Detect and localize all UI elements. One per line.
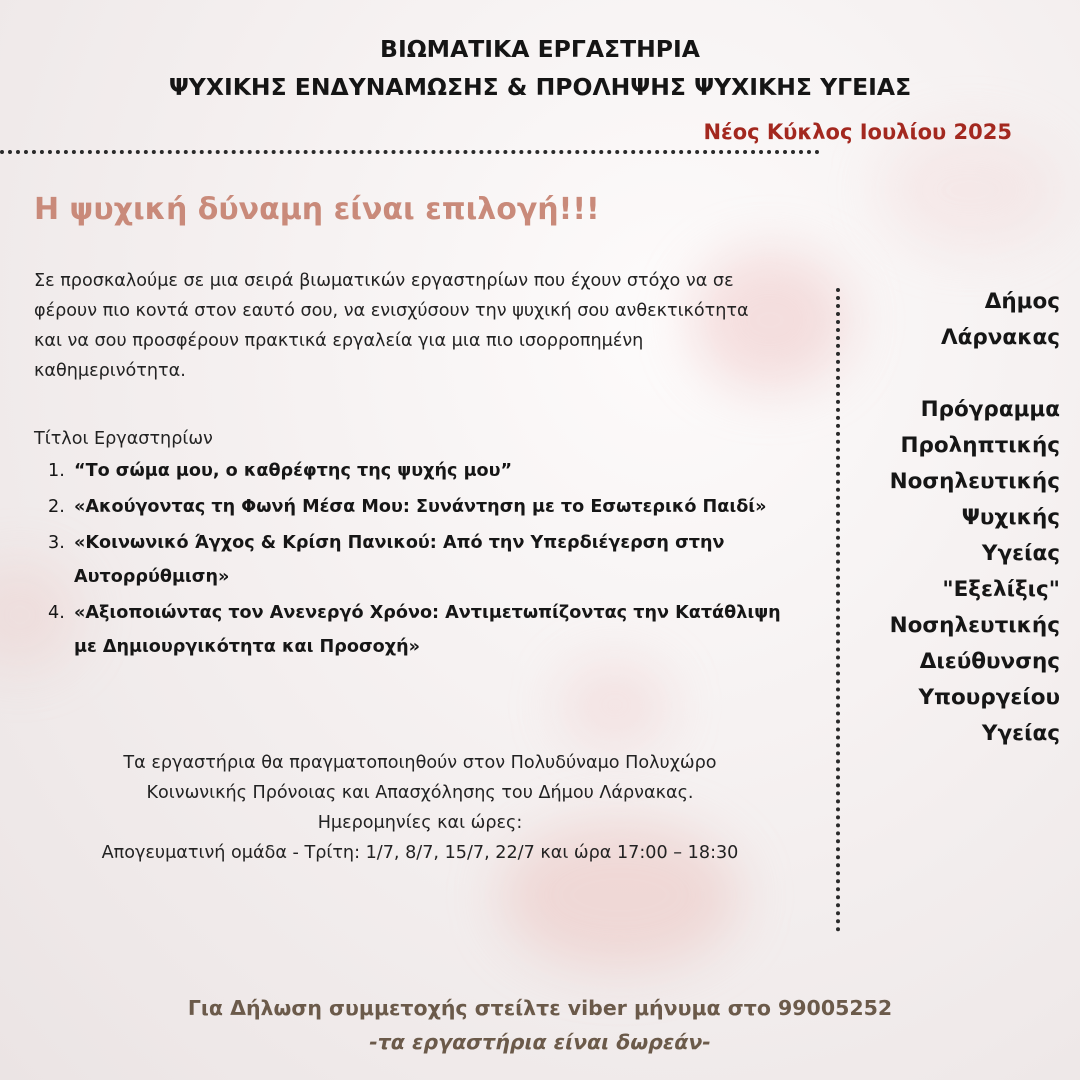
organizer-line: Υγείας <box>981 541 1060 566</box>
workshop-number: 1. <box>48 461 65 481</box>
spacer <box>845 356 1060 392</box>
workshops-list-title: Τίτλοι Εργαστηρίων <box>34 429 213 449</box>
workshop-item <box>48 596 788 664</box>
organizer-line: "Εξελίξις" <box>942 577 1060 602</box>
schedule-heading: Ημερομηνίες και ώρες: <box>317 813 523 833</box>
workshop-title: “Το σώμα μου, ο καθρέφτης της ψυχής μου” <box>74 461 513 481</box>
organizer-line: Ψυχικής <box>961 505 1060 530</box>
organizer-line: Νοσηλευτικής <box>889 469 1060 494</box>
headline: Η ψυχική δύναμη είναι επιλογή!!! <box>34 192 600 227</box>
footer <box>0 990 1080 1058</box>
blossom-decoration <box>560 660 670 750</box>
organizers-sidebar <box>845 284 1060 752</box>
registration-contact: Για Δήλωση συμμετοχής στείλτε viber μήνυμα στο 99005252 <box>187 996 893 1020</box>
workshop-title: «Κοινωνικό Άγχος & Κρίση Πανικού: Από την Υπερδιέγερση στην Αυτορρύθμιση» <box>74 533 725 587</box>
header-title-line2: ΨΥΧΙΚΗΣ ΕΝΔΥΝΑΜΩΣΗΣ & ΠΡΟΛΗΨΗΣ ΨΥΧΙΚΗΣ ΥΓΕΙΑΣ <box>168 73 912 101</box>
venue-info <box>20 748 820 868</box>
blossom-decoration <box>880 130 1060 250</box>
intro-paragraph: Σε προσκαλούμε σε μια σειρά βιωματικών εργαστηρίων που έχουν στόχο να σε φέρουν πιο κοντά στον εαυτό σου, να ενισχύσουν την ψυχική σου ανθεκτικότητα και να σου προσφέρουν πρακτικά εργαλεία για μια πιο ισορροπημένη καθημερινότητα. <box>34 271 749 381</box>
organizer-line: Υπουργείου <box>918 685 1060 710</box>
organizer-line: Διεύθυνσης <box>919 649 1060 674</box>
workshop-item <box>48 490 788 524</box>
workshop-title: «Αξιοποιώντας τον Ανενεργό Χρόνο: Αντιμετωπίζοντας την Κατάθλιψη με Δημιουργικότητα και Προσοχή» <box>74 603 781 657</box>
venue-line: Κοινωνικής Πρόνοιας και Απασχόλησης του Δήμου Λάρνακας. <box>146 783 694 803</box>
cycle-label: Νέος Κύκλος Ιουλίου 2025 <box>703 120 1012 144</box>
vertical-divider <box>836 288 840 932</box>
workshop-title: «Ακούγοντας τη Φωνή Μέσα Μου: Συνάντηση με το Εσωτερικό Παιδί» <box>74 497 767 517</box>
free-note: -τα εργαστήρια είναι δωρεάν- <box>369 1030 711 1054</box>
header-title-line1: ΒΙΩΜΑΤΙΚΑ ΕΡΓΑΣΤΗΡΙΑ <box>380 35 700 63</box>
poster-header <box>0 30 1080 106</box>
organizer-line: Πρόγραμμα <box>920 397 1060 422</box>
organizer-line: Λάρνακας <box>940 325 1060 350</box>
workshop-item <box>48 454 788 488</box>
organizer-line: Υγείας <box>981 721 1060 746</box>
horizontal-divider <box>0 150 820 154</box>
venue-line: Τα εργαστήρια θα πραγματοποιηθούν στον Πολυδύναμο Πολυχώρο <box>123 753 717 773</box>
workshops-list <box>48 454 788 666</box>
workshop-number: 3. <box>48 533 65 553</box>
organizer-line: Νοσηλευτικής <box>889 613 1060 638</box>
workshop-number: 4. <box>48 603 65 623</box>
schedule-details: Απογευματινή ομάδα - Τρίτη: 1/7, 8/7, 15/7, 22/7 και ώρα 17:00 – 18:30 <box>101 843 739 863</box>
organizer-line: Δήμος <box>984 289 1060 314</box>
workshop-number: 2. <box>48 497 65 517</box>
workshop-item <box>48 526 788 594</box>
organizer-line: Προληπτικής <box>900 433 1060 458</box>
